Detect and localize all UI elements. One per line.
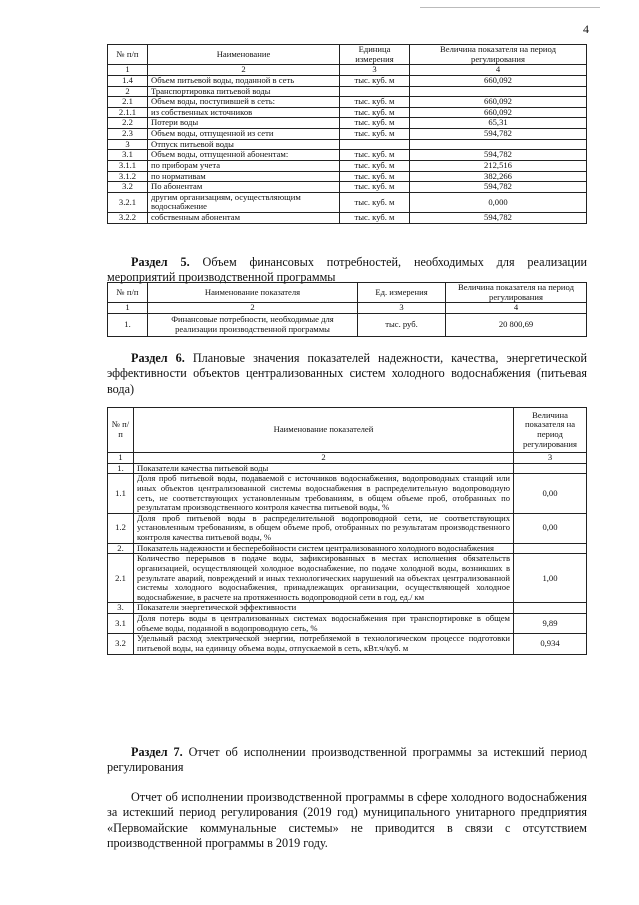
table-cell: Доля проб питьевой воды в распределительной водопроводной сети, не соответствующих установленным требованиям, в общем объеме проб, отобранных по результатам производственного контроля качества питьевой воды, % — [134, 513, 514, 543]
table-cell: 3 — [108, 139, 148, 150]
col-number: 3 — [340, 65, 410, 76]
section-6-label: Раздел 6. — [131, 351, 185, 365]
table-cell: тыс. куб. м — [340, 171, 410, 182]
table-cell: Финансовые потребности, необходимые для реализации производственной программы — [148, 313, 358, 336]
table-row — [108, 554, 587, 603]
col-number: 1 — [108, 303, 148, 314]
col-header: Наименование показателя — [148, 283, 358, 303]
column-number-row — [108, 65, 587, 76]
col-header: Величина показателя на период регулирования — [446, 283, 587, 303]
table-cell: 2.1.1 — [108, 107, 148, 118]
table-cell: Объем питьевой воды, поданной в сеть — [148, 75, 340, 86]
table-cell: 20 800,69 — [446, 313, 587, 336]
table-cell: тыс. куб. м — [340, 192, 410, 212]
table-cell: 3.2 — [108, 634, 134, 654]
table-cell: собственным абонентам — [148, 213, 340, 224]
water-volume-table — [107, 44, 587, 224]
table-cell: 2.1 — [108, 97, 148, 108]
table-cell: Удельный расход электрической энергии, потребляемой в технологическом процессе подготовки питьевой воды, на единицу объема воды, отпускаемой в сеть, кВт.ч/куб. м — [134, 634, 514, 654]
table-cell: 594,782 — [410, 182, 587, 193]
table-row — [108, 513, 587, 543]
table-cell: 2.2 — [108, 118, 148, 129]
table-row — [108, 192, 587, 212]
col-number: 1 — [108, 453, 134, 464]
table-row — [108, 129, 587, 140]
page-number: 4 — [583, 22, 589, 36]
table-cell: по нормативам — [148, 171, 340, 182]
table-cell: 0,00 — [514, 513, 587, 543]
table-cell: тыс. куб. м — [340, 213, 410, 224]
col-number: 3 — [514, 453, 587, 464]
group-row — [108, 463, 587, 474]
table-cell: 1.2 — [108, 513, 134, 543]
table-cell: 3.2.2 — [108, 213, 148, 224]
table-row — [108, 313, 587, 336]
table-cell — [514, 603, 587, 614]
col-number: 2 — [148, 303, 358, 314]
table-cell: 3.1.2 — [108, 171, 148, 182]
table-row — [108, 139, 587, 150]
column-number-row — [108, 453, 587, 464]
table-cell: 3.2.1 — [108, 192, 148, 212]
table-row — [108, 474, 587, 514]
table-cell: Объем воды, отпущенной абонентам: — [148, 150, 340, 161]
col-header: Наименование — [148, 45, 340, 65]
table-cell: по приборам учета — [148, 160, 340, 171]
table-cell: 212,516 — [410, 160, 587, 171]
table-cell: 660,092 — [410, 75, 587, 86]
table-cell: тыс. куб. м — [340, 150, 410, 161]
table-cell: тыс. куб. м — [340, 107, 410, 118]
col-number: 3 — [358, 303, 446, 314]
table-cell: 3.2 — [108, 182, 148, 193]
section-7-text: Отчет об исполнении производственной программы за истекший период регулирования — [107, 745, 587, 775]
table-cell: 3.1.1 — [108, 160, 148, 171]
table-header-row — [108, 408, 587, 453]
table-cell: Объем воды, отпущенной из сети — [148, 129, 340, 140]
table-cell: 660,092 — [410, 97, 587, 108]
table-cell: 3.1 — [108, 150, 148, 161]
table-cell: Транспортировка питьевой воды — [148, 86, 340, 97]
table-row — [108, 86, 587, 97]
table-cell: другим организациям, осуществляющим водоснабжение — [148, 192, 340, 212]
table-cell: 0,000 — [410, 192, 587, 212]
section-7-label: Раздел 7. — [131, 745, 183, 759]
table-row — [108, 97, 587, 108]
table-cell — [514, 463, 587, 474]
table-cell: Показатели энергетической эффективности — [134, 603, 514, 614]
col-number: 4 — [410, 65, 587, 76]
table-row — [108, 182, 587, 193]
table-cell: тыс. куб. м — [340, 129, 410, 140]
table-cell: 382,266 — [410, 171, 587, 182]
table-row — [108, 118, 587, 129]
table-cell: тыс. руб. — [358, 313, 446, 336]
table-cell: тыс. куб. м — [340, 118, 410, 129]
section-5-heading — [107, 255, 587, 286]
group-row — [108, 603, 587, 614]
table-row — [108, 171, 587, 182]
reliability-indicators-table — [107, 407, 587, 655]
section-6-text: Плановые значения показателей надежности, качества, энергетической эффективности объектов централизованных систем холодного водоснабжения (питьевая вода) — [107, 351, 587, 396]
table-header-row — [108, 45, 587, 65]
col-header: Наименование показателей — [134, 408, 514, 453]
table-cell: 594,782 — [410, 213, 587, 224]
table-row — [108, 150, 587, 161]
table-row — [108, 160, 587, 171]
table-cell — [410, 139, 587, 150]
section-6-heading — [107, 351, 587, 397]
table-cell: 1,00 — [514, 554, 587, 603]
report-paragraph: Отчет об исполнении производственной программы в сфере холодного водоснабжения за истекший период регулирования (2019 год) муниципального унитарного предприятия «Первомайские коммунальные системы» не приводится в связи с отсутствием производственной программы в 2019 году. — [107, 790, 587, 850]
table-cell: 1.4 — [108, 75, 148, 86]
table-row — [108, 75, 587, 86]
table-row — [108, 634, 587, 654]
table-cell: 9,89 — [514, 614, 587, 634]
col-number: 2 — [148, 65, 340, 76]
table-cell — [514, 543, 587, 554]
col-number: 2 — [134, 453, 514, 464]
col-header: Величина показателя на период регулирования — [514, 408, 587, 453]
table-cell: 3. — [108, 603, 134, 614]
group-row — [108, 543, 587, 554]
table-cell: из собственных источников — [148, 107, 340, 118]
col-header: Величина показателя на период регулирования — [410, 45, 587, 65]
table-cell: Показатели качества питьевой воды — [134, 463, 514, 474]
table-cell: Показатель надежности и бесперебойности систем централизованного холодного водоснабжения — [134, 543, 514, 554]
table-cell: тыс. куб. м — [340, 182, 410, 193]
table-cell: 594,782 — [410, 150, 587, 161]
table-header-row — [108, 283, 587, 303]
table-cell: 65,31 — [410, 118, 587, 129]
table-cell: тыс. куб. м — [340, 97, 410, 108]
section-7-heading — [107, 745, 587, 776]
col-header: № п/п — [108, 408, 134, 453]
table-cell: 594,782 — [410, 129, 587, 140]
table-cell: 2. — [108, 543, 134, 554]
table-cell: 2.3 — [108, 129, 148, 140]
table-cell — [340, 86, 410, 97]
table-cell: 3.1 — [108, 614, 134, 634]
table-cell: 1. — [108, 313, 148, 336]
col-header: № п/п — [108, 45, 148, 65]
table-cell: Потери воды — [148, 118, 340, 129]
table-row — [108, 614, 587, 634]
financial-needs-table — [107, 282, 587, 337]
table-cell: Доля потерь воды в централизованных системах водоснабжения при транспортировке в общем объеме воды, поданной в водопроводную сеть, % — [134, 614, 514, 634]
table-cell: 660,092 — [410, 107, 587, 118]
table-cell — [410, 86, 587, 97]
col-number: 4 — [446, 303, 587, 314]
table-row — [108, 213, 587, 224]
table-cell: тыс. куб. м — [340, 160, 410, 171]
col-header: № п/п — [108, 283, 148, 303]
table-cell: По абонентам — [148, 182, 340, 193]
table-cell: тыс. куб. м — [340, 75, 410, 86]
section-5-label: Раздел 5. — [131, 255, 190, 269]
table-cell: 1.1 — [108, 474, 134, 514]
table-cell: Количество перерывов в подаче воды, зафиксированных в местах исполнения обязательств организацией, осуществляющей холодное водоснабжение, по подаче холодной воды, возникших в результате аварий, повреждений и иных технологических нарушений на объектах централизованной системы холодного водоснабжения, принадлежащих организации, осуществляющей холодное водоснабжение, в расчете на протяженность водопроводной сети в год, ед./ км — [134, 554, 514, 603]
table-cell: 0,934 — [514, 634, 587, 654]
table-cell: 2 — [108, 86, 148, 97]
top-rule — [420, 7, 600, 8]
table-row — [108, 107, 587, 118]
col-number: 1 — [108, 65, 148, 76]
column-number-row — [108, 303, 587, 314]
table-cell: 0,00 — [514, 474, 587, 514]
table-cell: 1. — [108, 463, 134, 474]
table-cell: Отпуск питьевой воды — [148, 139, 340, 150]
section-5-text: Объем финансовых потребностей, необходимых для реализации мероприятий производственной программы — [107, 255, 588, 285]
table-cell: Объем воды, поступившей в сеть: — [148, 97, 340, 108]
table-cell — [340, 139, 410, 150]
table-cell: Доля проб питьевой воды, подаваемой с источников водоснабжения, водопроводных станций или иных объектов централизованной системы водоснабжения в распределительную водопроводную сеть, не соответствующих установленным требованиям, в общем объеме проб, отобранных по результатам производственного контроля качества питьевой воды, % — [134, 474, 514, 514]
col-header: Единица измерения — [340, 45, 410, 65]
table-cell: 2.1 — [108, 554, 134, 603]
col-header: Ед. измерения — [358, 283, 446, 303]
